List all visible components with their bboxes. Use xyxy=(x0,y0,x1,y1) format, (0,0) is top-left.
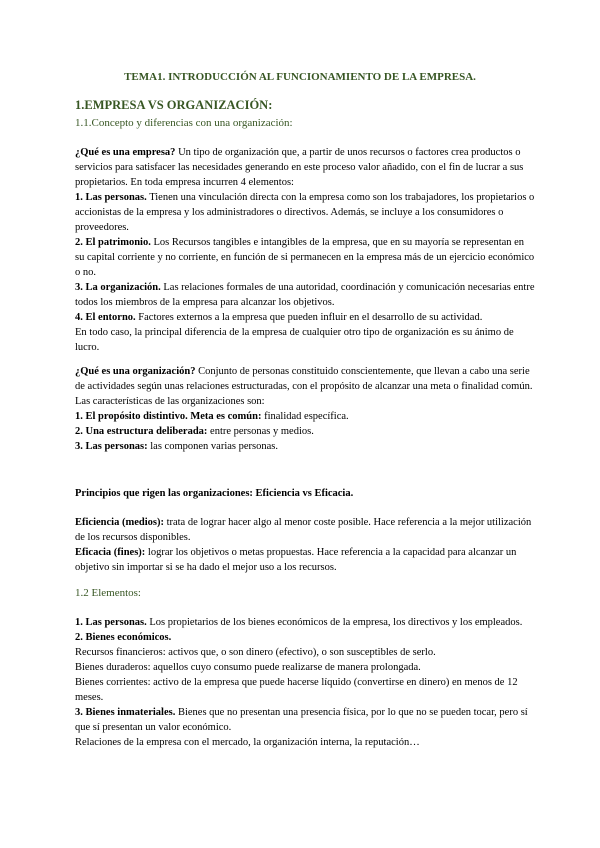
eficiencia-paragraph xyxy=(75,515,535,545)
elementos-block xyxy=(75,615,535,750)
organizacion-char-3-text: las componen varias personas. xyxy=(150,441,278,452)
principios-heading: Principios que rigen las organizaciones: Eficiencia vs Eficacia. xyxy=(75,488,354,499)
empresa-conclusion: En todo caso, la principal diferencia de la empresa de cualquier otro tipo de organización es su ánimo de lucro. xyxy=(75,327,514,353)
empresa-element-2 xyxy=(75,235,535,280)
section-1-1-heading: 1.1.Concepto y diferencias con una organización: xyxy=(75,117,293,129)
elementos-1-label: 1. Las personas. xyxy=(75,617,147,628)
empresa-element-4-label: 4. El entorno. xyxy=(75,312,136,323)
empresa-element-3-label: 3. La organización. xyxy=(75,282,161,293)
eficiencia-label: Eficiencia (medios): xyxy=(75,517,164,528)
organizacion-char-1-label: 1. El propósito distintivo. Meta es común: xyxy=(75,411,262,422)
organizacion-definition xyxy=(75,364,535,394)
elementos-2-label: 2. Bienes económicos. xyxy=(75,632,172,643)
empresa-element-1-text: Tienen una vinculación directa con la empresa como son los trabajadores, los propietarios o accionistas de la empresa y los administradores o directivos. Además, se incluye a los consumidores o proveedores. xyxy=(75,192,535,233)
document-title: TEMA1. INTRODUCCIÓN AL FUNCIONAMIENTO DE LA EMPRESA. xyxy=(124,71,476,83)
organizacion-char-1 xyxy=(75,409,535,424)
empresa-block xyxy=(75,145,535,355)
organizacion-block xyxy=(75,364,535,454)
elementos-2-line-1: Recursos financieros: activos que, o son dinero (efectivo), o son susceptibles de serlo. xyxy=(75,647,436,658)
elementos-1 xyxy=(75,615,535,630)
empresa-element-2-label: 2. El patrimonio. xyxy=(75,237,151,248)
empresa-element-3-text: Las relaciones formales de una autoridad, coordinación y comunicación necesarias entre todos los miembros de la empresa para alcanzar los objetivos. xyxy=(75,282,535,308)
elementos-2-line-2: Bienes duraderos: aquellos cuyo consumo puede realizarse de manera prolongada. xyxy=(75,662,421,673)
organizacion-question: ¿Qué es una organización? xyxy=(75,366,196,377)
empresa-element-1-label: 1. Las personas. xyxy=(75,192,147,203)
empresa-element-4 xyxy=(75,310,535,325)
organizacion-char-3-label: 3. Las personas: xyxy=(75,441,148,452)
eficacia-label: Eficacia (fines): xyxy=(75,547,146,558)
elementos-3-text: Bienes que no presentan una presencia física, por lo que no se pueden tocar, pero sí que sí presentan un valor económico. xyxy=(75,707,528,733)
organizacion-char-3 xyxy=(75,439,535,454)
empresa-element-1 xyxy=(75,190,535,235)
organizacion-char-2-text: entre personas y medios. xyxy=(210,426,314,437)
empresa-element-3 xyxy=(75,280,535,310)
elementos-3-label: 3. Bienes inmateriales. xyxy=(75,707,176,718)
organizacion-intro: Las características de las organizaciones son: xyxy=(75,396,265,407)
eficacia-text: lograr los objetivos o metas propuestas. Hace referencia a la capacidad para alcanzar un objetivo sin importar si se ha dado el mejor uso a los recursos. xyxy=(75,547,517,573)
elementos-3 xyxy=(75,705,535,735)
elementos-2-line-3: Bienes corrientes: activo de la empresa que puede hacerse líquido (convertirse en dinero) en menos de 12 meses. xyxy=(75,677,518,703)
organizacion-definition-text: Conjunto de personas constituido conscientemente, que llevan a cabo una serie de actividades según unas relaciones estructuradas, con el propósito de alcanzar una meta o finalidad común. xyxy=(75,366,533,392)
section-1-2-heading: 1.2 Elementos: xyxy=(75,587,141,599)
eficacia-paragraph xyxy=(75,545,535,575)
empresa-element-2-text: Los Recursos tangibles e intangibles de la empresa, que en su mayoría se representan en su capital corriente y no corriente, en función de si permanecen en la empresa más de un ejercicio económico o no. xyxy=(75,237,535,278)
organizacion-char-2-label: 2. Una estructura deliberada: xyxy=(75,426,208,437)
principios-block xyxy=(75,515,535,575)
empresa-element-4-text: Factores externos a la empresa que pueden influir en el desarrollo de su actividad. xyxy=(138,312,483,323)
elementos-1-text: Los propietarios de los bienes económicos de la empresa, los directivos y los empleados. xyxy=(149,617,523,628)
section-1-heading: 1.EMPRESA VS ORGANIZACIÓN: xyxy=(75,98,273,112)
eficiencia-text: trata de lograr hacer algo al menor coste posible. Hace referencia a la mejor utilización de los recursos disponibles. xyxy=(75,517,532,543)
elementos-3-line-1: Relaciones de la empresa con el mercado, la organización interna, la reputación… xyxy=(75,737,420,748)
organizacion-char-2 xyxy=(75,424,535,439)
empresa-definition-text: Un tipo de organización que, a partir de unos recursos o factores crea productos o servicios para satisfacer las necesidades generando en este proceso valor añadido, con el fin de lucrar a sus propietarios. En toda empresa incurren 4 elementos: xyxy=(75,147,524,188)
empresa-question: ¿Qué es una empresa? xyxy=(75,147,176,158)
organizacion-char-1-text: finalidad específica. xyxy=(264,411,349,422)
empresa-definition xyxy=(75,145,535,190)
